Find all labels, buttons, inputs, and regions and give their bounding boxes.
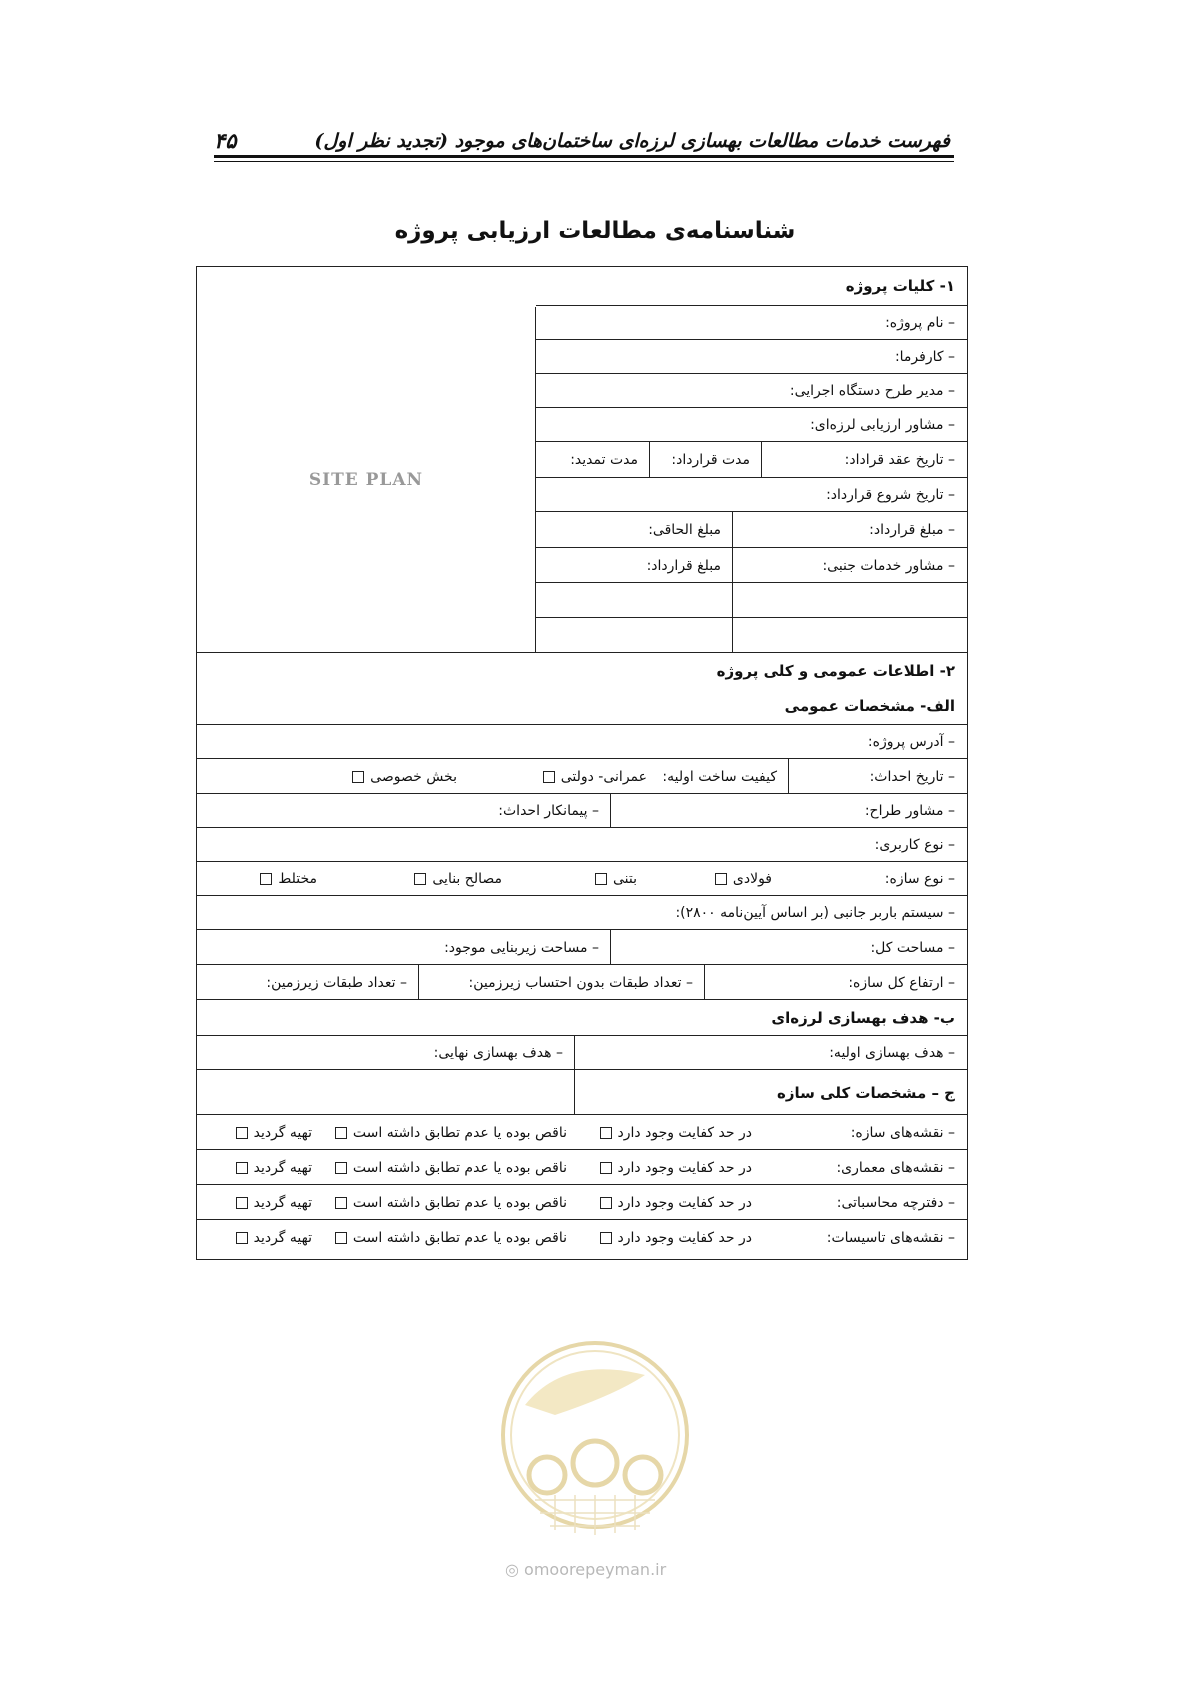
sufficient-checkbox[interactable]	[600, 1127, 612, 1139]
watermark-site-text: omoorepeyman.ir	[524, 1560, 667, 1579]
drawing-row	[197, 1149, 967, 1185]
section-1-title: ۱- کلیات پروژه	[845, 277, 955, 295]
sufficient-label: در حد کفایت وجود دارد	[617, 1159, 752, 1176]
row-area	[197, 929, 967, 965]
divider	[732, 618, 733, 653]
mixed-checkbox[interactable]	[260, 873, 272, 885]
sufficient-option[interactable]	[600, 1185, 752, 1220]
row-employer	[536, 339, 967, 374]
prepared-label: تهیه گردید	[253, 1159, 312, 1176]
sufficient-option[interactable]	[600, 1220, 752, 1255]
row-usage-type	[197, 827, 967, 862]
contractor-field[interactable]: – پیمانکار احداث:	[498, 803, 599, 819]
drawing-label: – دفترچه محاسباتی:	[836, 1194, 955, 1211]
row-goals	[197, 1035, 967, 1070]
watermark-logo	[495, 1335, 695, 1555]
initial-goal-field[interactable]: – هدف بهسازی اولیه:	[829, 1045, 955, 1061]
total-height-field[interactable]: – ارتفاع کل سازه:	[848, 974, 955, 991]
build-date-field[interactable]: – تاریخ احداث:	[869, 768, 955, 785]
deficient-option[interactable]	[335, 1150, 567, 1185]
sufficient-label: در حد کفایت وجود دارد	[617, 1124, 752, 1141]
drawing-row	[197, 1114, 967, 1150]
private-sector-option[interactable]	[352, 759, 457, 794]
prepared-checkbox[interactable]	[236, 1197, 248, 1209]
prepared-label: تهیه گردید	[253, 1194, 312, 1211]
prepared-checkbox[interactable]	[236, 1162, 248, 1174]
structure-type-label: – نوع سازه:	[884, 871, 955, 887]
masonry-option[interactable]	[414, 862, 502, 896]
usage-type-field[interactable]: – نوع کاربری:	[874, 837, 955, 853]
sufficient-label: در حد کفایت وجود دارد	[617, 1229, 752, 1246]
deficient-checkbox[interactable]	[335, 1127, 347, 1139]
mixed-label: مختلط	[278, 871, 317, 887]
prepared-option[interactable]	[236, 1115, 312, 1150]
deficient-label: ناقص بوده یا عدم تطابق داشته است	[352, 1194, 567, 1211]
steel-checkbox[interactable]	[715, 873, 727, 885]
employer-field[interactable]: – کارفرما:	[894, 349, 955, 365]
row-contract-date	[536, 441, 967, 478]
row-empty-1	[536, 582, 967, 618]
watermark-site: ◎ omoorepeyman.ir	[505, 1560, 667, 1579]
prepared-checkbox[interactable]	[236, 1232, 248, 1244]
row-height-floors	[197, 964, 967, 1000]
divider	[574, 1070, 575, 1115]
lateral-system-field[interactable]: – سیستم باربر جانبی (بر اساس آیین‌نامه ۲۸۰۰):	[675, 905, 955, 921]
site-plan-area: SITE PLAN	[308, 469, 424, 490]
build-quality-label: کیفیت ساخت اولیه:	[662, 768, 777, 785]
deficient-option[interactable]	[335, 1185, 567, 1220]
extension-duration-field[interactable]: مدت تمدید:	[570, 452, 638, 468]
contract-amount-field[interactable]: – مبلغ قرارداد:	[869, 522, 955, 538]
deficient-label: ناقص بوده یا عدم تطابق داشته است	[352, 1159, 567, 1176]
row-empty-2	[536, 617, 967, 653]
divider	[732, 583, 733, 618]
row-project-name	[536, 305, 967, 340]
sub-b-title-row	[197, 999, 967, 1036]
prepared-label: تهیه گردید	[253, 1124, 312, 1141]
drawing-row	[197, 1219, 967, 1255]
deficient-label: ناقص بوده یا عدم تطابق داشته است	[352, 1124, 567, 1141]
deficient-checkbox[interactable]	[335, 1232, 347, 1244]
side-consultant-field[interactable]: – مشاور خدمات جنبی:	[822, 557, 955, 574]
deficient-option[interactable]	[335, 1220, 567, 1255]
private-sector-checkbox[interactable]	[352, 771, 364, 783]
sufficient-checkbox[interactable]	[600, 1232, 612, 1244]
private-sector-label: بخش خصوصی	[370, 768, 457, 785]
sufficient-option[interactable]	[600, 1150, 752, 1185]
row-start-date	[536, 477, 967, 512]
prepared-option[interactable]	[236, 1150, 312, 1185]
sub-b-title: ب- هدف بهسازی لرزه‌ای	[771, 1009, 955, 1027]
final-goal-field[interactable]: – هدف بهسازی نهایی:	[433, 1045, 563, 1061]
sub-a-title: الف- مشخصات عمومی	[784, 697, 955, 715]
steel-option[interactable]	[715, 862, 772, 896]
start-date-field[interactable]: – تاریخ شروع قرارداد:	[826, 487, 955, 503]
public-gov-label: عمرانی- دولتی	[560, 768, 647, 785]
row-build-date	[197, 758, 967, 794]
row-design-consultant	[197, 793, 967, 828]
prepared-label: تهیه گردید	[253, 1229, 312, 1246]
prepared-option[interactable]	[236, 1220, 312, 1255]
page-number: ۴۵	[214, 128, 237, 153]
drawing-row	[197, 1184, 967, 1220]
public-gov-checkbox[interactable]	[543, 771, 555, 783]
contract-amount-2-field[interactable]: مبلغ قرارداد:	[646, 557, 721, 574]
section-2-title: ۲- اطلاعات عمومی و کلی پروژه	[716, 662, 955, 680]
document-title: شناسنامه‌ی مطالعات ارزیابی پروژه	[394, 218, 796, 244]
deficient-checkbox[interactable]	[335, 1197, 347, 1209]
drawing-label: – نقشه‌های سازه:	[850, 1124, 955, 1141]
seismic-consultant-field[interactable]: – مشاور ارزیابی لرزه‌ای:	[810, 417, 955, 433]
sub-a-title-row	[197, 688, 967, 724]
mixed-option[interactable]	[260, 862, 317, 896]
masonry-checkbox[interactable]	[414, 873, 426, 885]
sub-c-title: ج – مشخصات کلی سازه	[777, 1083, 955, 1102]
floors-no-basement-field[interactable]: – تعداد طبقات بدون احتساب زیرزمین:	[468, 974, 693, 991]
contract-duration-field[interactable]: مدت قرارداد:	[671, 452, 750, 468]
total-area-field[interactable]: – مساحت کل:	[870, 939, 955, 956]
concrete-checkbox[interactable]	[595, 873, 607, 885]
header-rule-thin	[214, 161, 954, 162]
concrete-label: بتنی	[612, 871, 637, 887]
contract-date-field[interactable]: – تاریخ عقد قراداد:	[844, 452, 955, 468]
public-gov-option[interactable]	[543, 759, 647, 794]
header-rule-thick	[214, 155, 954, 158]
concrete-option[interactable]	[595, 862, 637, 896]
deficient-option[interactable]	[335, 1115, 567, 1150]
appendix-amount-field[interactable]: مبلغ الحاقی:	[648, 522, 721, 538]
address-field[interactable]: – آدرس پروژه:	[867, 734, 955, 750]
section-2-title-row	[197, 652, 967, 689]
deficient-label: ناقص بوده یا عدم تطابق داشته است	[352, 1229, 567, 1246]
row-side-consultant	[536, 547, 967, 583]
sufficient-checkbox[interactable]	[600, 1197, 612, 1209]
sufficient-option[interactable]	[600, 1115, 752, 1150]
section-1-title-row	[197, 267, 967, 305]
running-header-title: فهرست خدمات مطالعات بهسازی لرزه‌ای ساختمان‌های موجود (تجدید نظر اول)	[314, 130, 950, 152]
prepared-checkbox[interactable]	[236, 1127, 248, 1139]
row-lateral-system	[197, 895, 967, 930]
row-structure-type	[197, 861, 967, 896]
project-name-field[interactable]: – نام پروژه:	[885, 315, 955, 331]
basement-floors-field[interactable]: – تعداد طبقات زیرزمین:	[266, 974, 407, 991]
drawing-label: – نقشه‌های معماری:	[836, 1159, 955, 1176]
plan-manager-field[interactable]: – مدیر طرح دستگاه اجرایی:	[789, 383, 955, 399]
existing-area-field[interactable]: – مساحت زیربنایی موجود:	[444, 939, 599, 956]
drawing-label: – نقشه‌های تاسیسات:	[826, 1229, 955, 1246]
masonry-label: مصالح بنایی	[432, 871, 502, 887]
row-address	[197, 724, 967, 759]
deficient-checkbox[interactable]	[335, 1162, 347, 1174]
sufficient-label: در حد کفایت وجود دارد	[617, 1194, 752, 1211]
steel-label: فولادی	[732, 871, 772, 887]
design-consultant-field[interactable]: – مشاور طراح:	[864, 803, 955, 819]
row-plan-manager	[536, 373, 967, 408]
prepared-option[interactable]	[236, 1185, 312, 1220]
row-seismic-consultant	[536, 407, 967, 442]
sub-c-title-row	[197, 1069, 967, 1115]
sufficient-checkbox[interactable]	[600, 1162, 612, 1174]
project-form	[196, 266, 968, 1260]
row-contract-amount	[536, 511, 967, 548]
